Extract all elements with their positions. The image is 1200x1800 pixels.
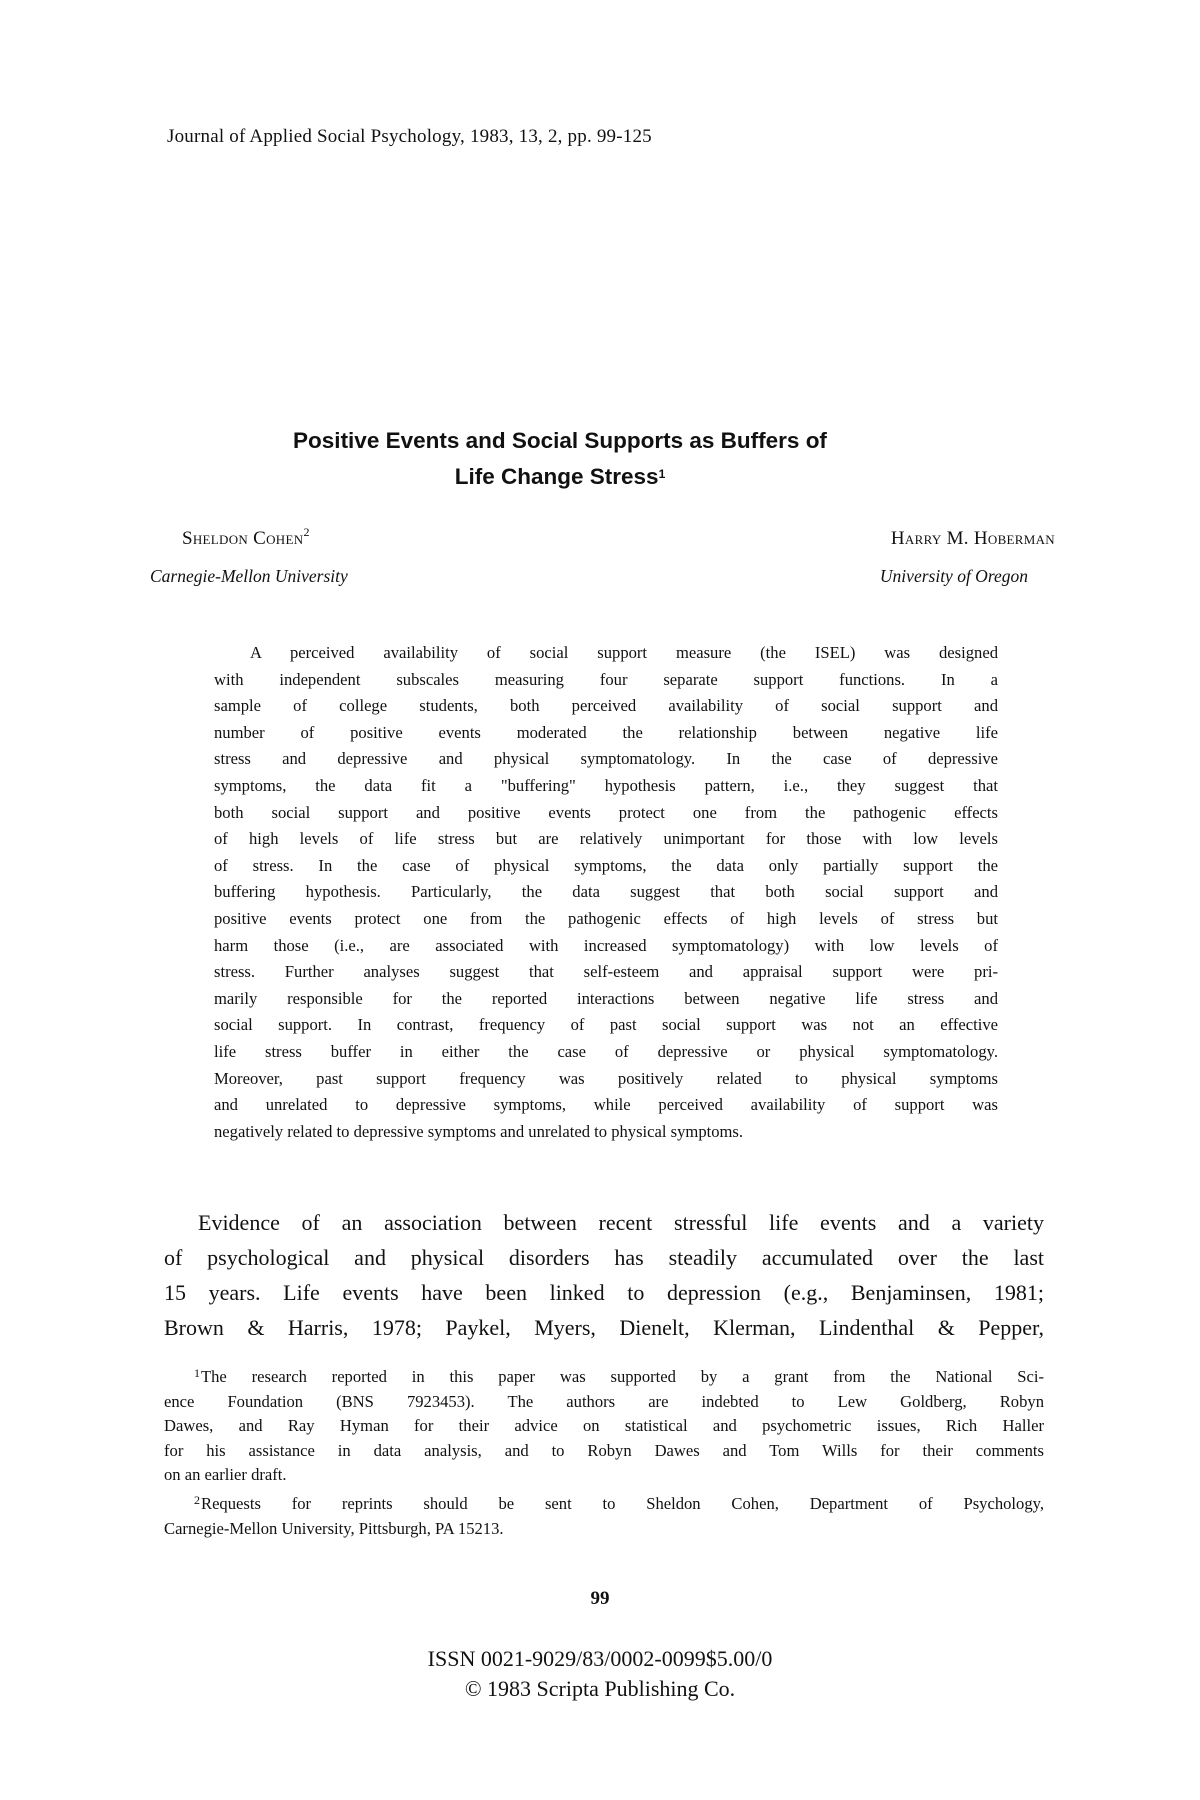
body-line: Brown & Harris, 1978; Paykel, Myers, Dienelt, Klerman, Lindenthal & Pepper, [164,1315,1044,1340]
abstract [214,640,998,1145]
author-2-name [891,528,1055,550]
footnote-line [164,1492,1044,1517]
issn-line: ISSN 0021-9029/83/0002-0099$5.00/0 [427,1646,773,1671]
footnote-line: Dawes, and Ray Hyman for their advice on statistical and psychometric issues, Rich Haller [164,1416,1044,1436]
abstract-line: harm those (i.e., are associated with increased symptomatology) with low levels of [214,935,998,955]
copyright-line: © 1983 Scripta Publishing Co. [464,1676,736,1701]
footnote-2-marker: 2 [194,1492,200,1507]
abstract-line: both social support and positive events protect one from the pathogenic effects [214,802,998,822]
footnote-line: Carnegie-Mellon University, Pittsburgh, PA 15213. [164,1518,504,1538]
footnote-line: ence Foundation (BNS 7923453). The authors are indebted to Lew Goldberg, Robyn [164,1391,1044,1411]
body-line: of psychological and physical disorders has steadily accumulated over the last [164,1245,1044,1270]
author-1-footnote-marker: 2 [303,525,310,539]
author-2-affiliation: University of Oregon [879,566,1028,586]
author-1-name [182,525,310,550]
abstract-line: sample of college students, both perceived availability of social support and [214,696,998,716]
abstract-line: social support. In contrast, frequency of past social support was not an effective [214,1015,998,1035]
page-number: 99 [590,1588,610,1609]
abstract-line: negatively related to depressive symptoms and unrelated to physical symptoms. [214,1121,744,1141]
abstract-line: positive events protect one from the pathogenic effects of high levels of stress but [214,908,998,928]
abstract-line: with independent subscales measuring four separate support functions. In a [214,669,998,689]
abstract-line: Moreover, past support frequency was positively related to physical symptoms [214,1068,998,1088]
abstract-line: A perceived availability of social support measure (the ISEL) was designed [250,643,998,662]
article-title-text-1: Positive Events and Social Supports as Buffers of [293,428,827,453]
abstract-line: of high levels of life stress but are relatively unimportant for those with low levels [214,829,998,849]
body-line: 15 years. Life events have been linked to depression (e.g., Benjaminsen, 1981; [164,1280,1044,1305]
article-title-line-1 [200,422,920,460]
footnote-1-marker: 1 [194,1366,200,1380]
title-footnote-marker: 1 [658,467,666,481]
abstract-line: stress. Further analyses suggest that self-esteem and appraisal support were pri- [214,962,998,982]
body-line: Evidence of an association between recent stressful life events and a variety [198,1210,1044,1235]
abstract-line: life stress buffer in either the case of depressive or physical symptomatology. [214,1041,998,1061]
body-text [164,1205,1044,1345]
article-title-line-2 [200,458,920,496]
abstract-line: and unrelated to depressive symptoms, while perceived availability of support was [214,1095,998,1115]
abstract-line: of stress. In the case of physical symptoms, the data only partially support the [214,855,998,875]
footnote-1 [164,1365,1044,1488]
article-title-text-2: Life Change Stress [454,464,659,489]
abstract-line: marily responsible for the reported interactions between negative life stress and [214,988,998,1008]
abstract-line: symptoms, the data fit a "buffering" hypothesis pattern, i.e., they suggest that [214,775,998,795]
footnote-line: on an earlier draft. [164,1465,287,1485]
abstract-line: buffering hypothesis. Particularly, the data suggest that both social support and [214,882,998,902]
author-1-affiliation: Carnegie-Mellon University [150,566,348,586]
abstract-line: number of positive events moderated the relationship between negative life [214,722,998,742]
author-1-name-text: Sheldon Cohen [182,528,304,549]
abstract-line: stress and depressive and physical symptomatology. In the case of depressive [214,749,998,769]
footnote-line [164,1365,1044,1390]
footnotes [164,1365,1044,1541]
journal-citation: Journal of Applied Social Psychology, 1983, 13, 2, pp. 99-125 [167,126,652,147]
footnote-line-text: The research reported in this paper was supported by a grant from the National Sci- [201,1367,1044,1386]
footnote-line-text: Requests for reprints should be sent to Sheldon Cohen, Department of Psychology, [201,1493,1044,1513]
author-2-name-text: Harry M. Hoberman [890,528,1055,549]
footnote-2 [164,1492,1044,1541]
footnote-line: for his assistance in data analysis, and to Robyn Dawes and Tom Wills for their comments [164,1440,1044,1460]
